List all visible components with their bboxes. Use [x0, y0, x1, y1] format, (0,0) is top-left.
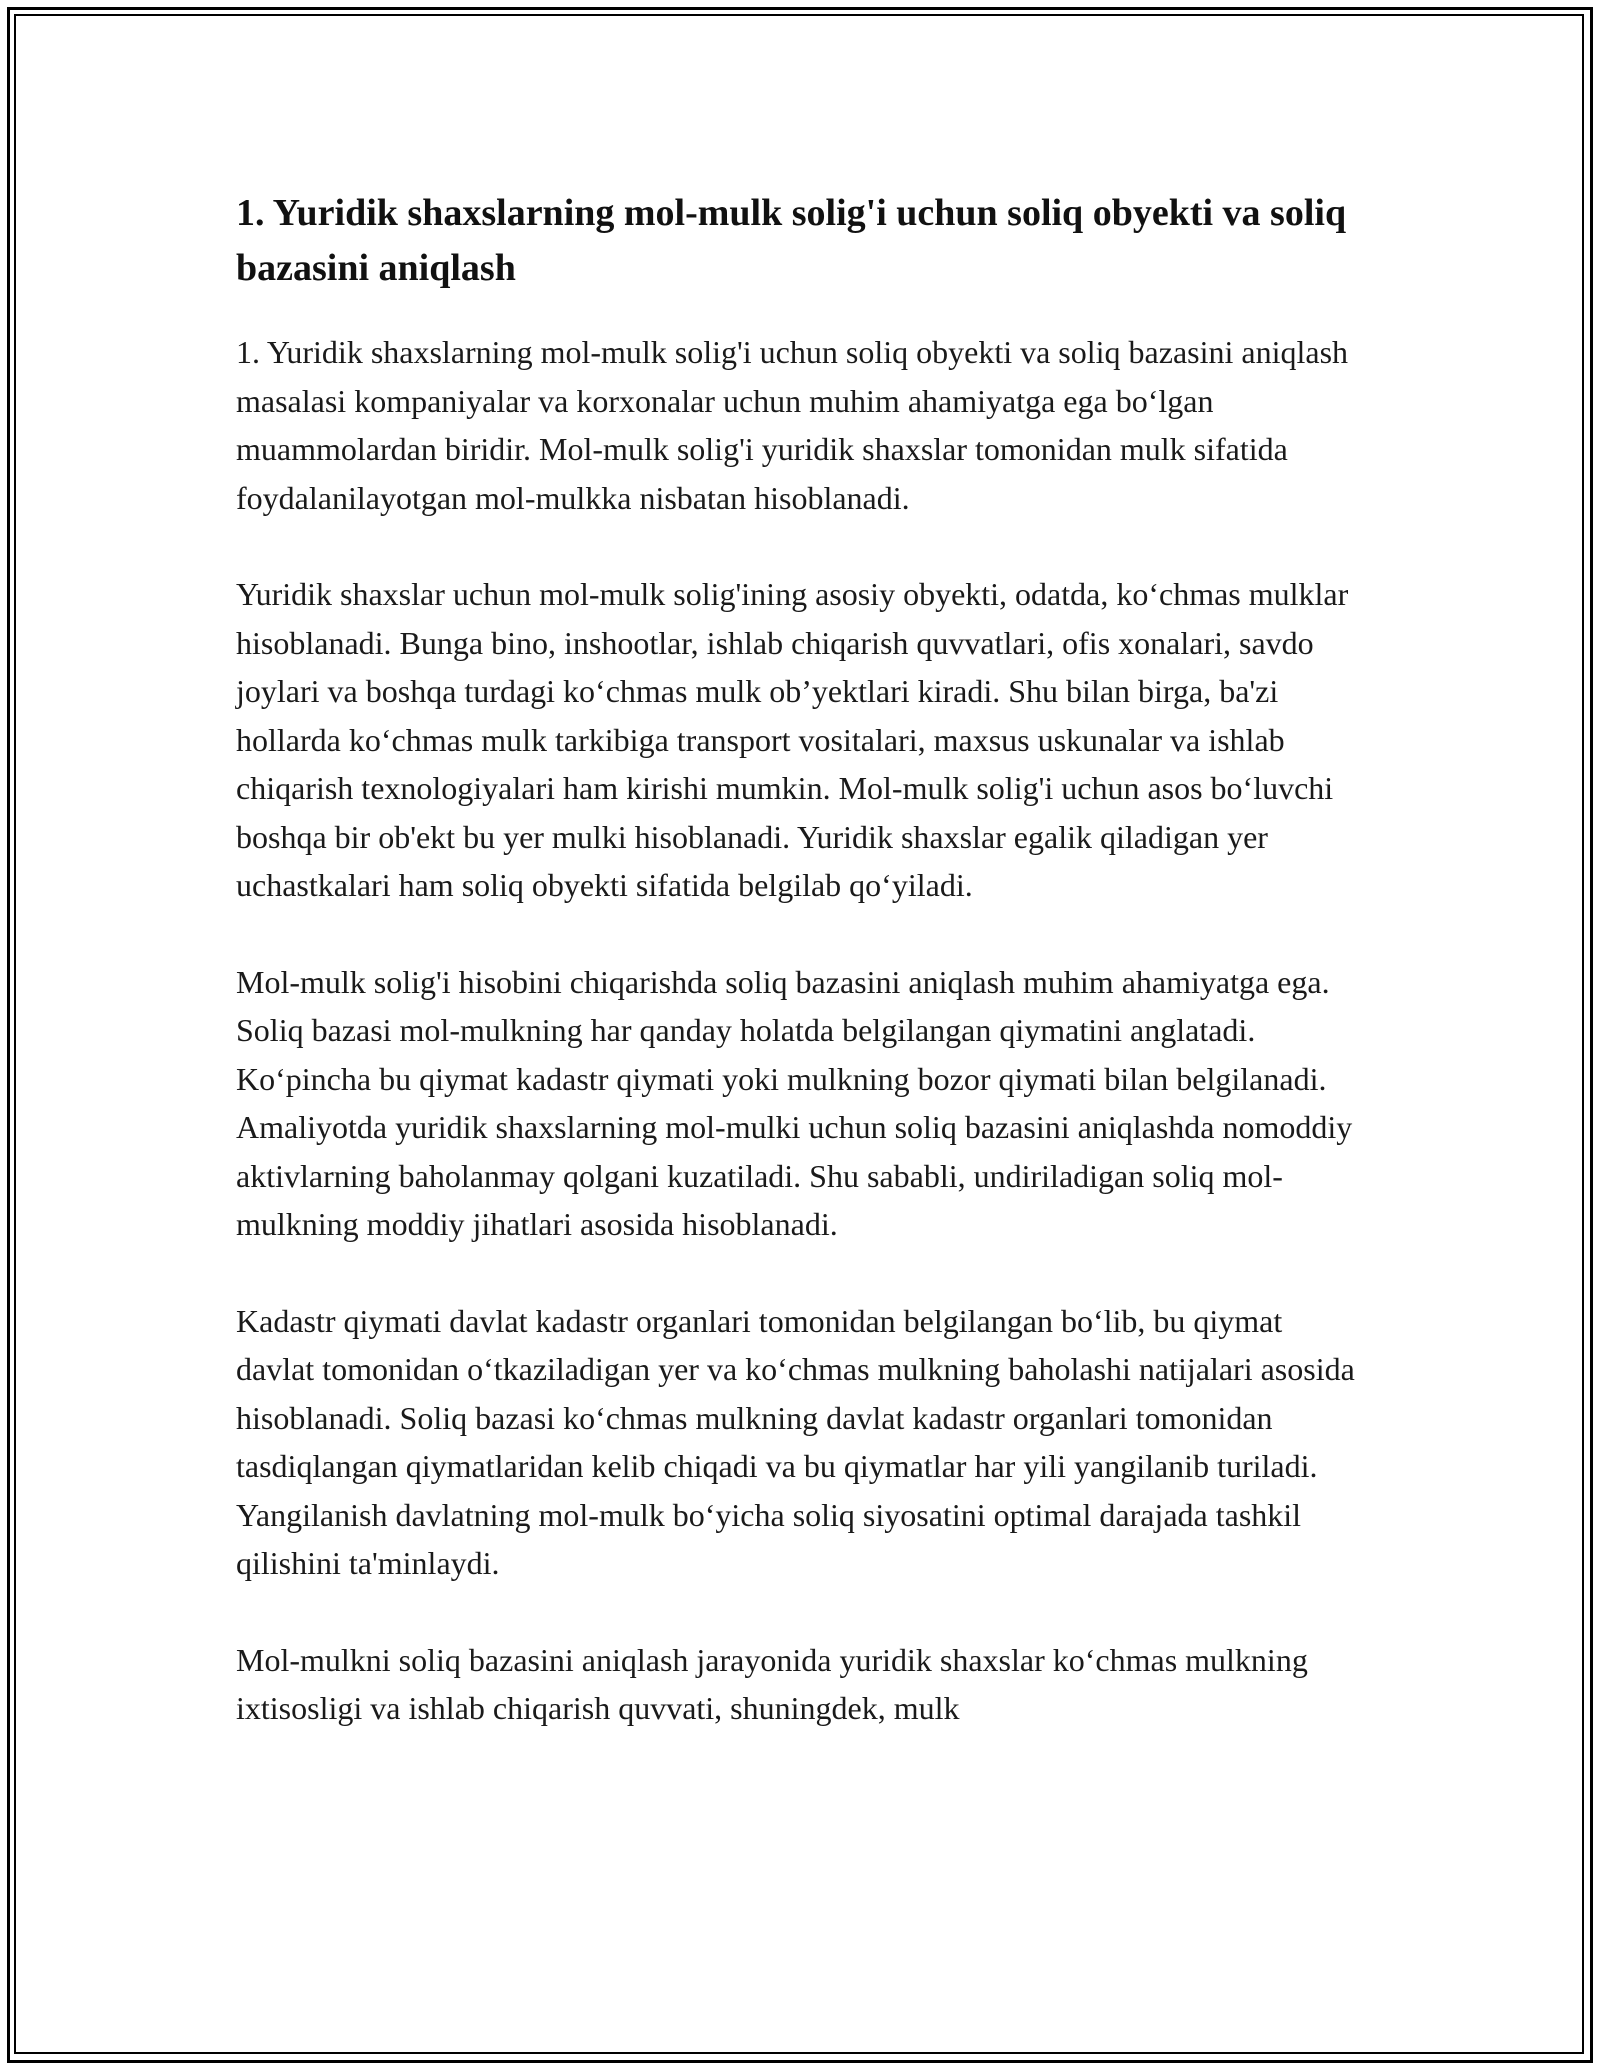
paragraph-5: Mol-mulkni soliq bazasini aniqlash jarayonida yuridik shaxslar ko‘chmas mulkning ixtisosligi va ishlab chiqarish quvvati, shuningdek, mulk — [236, 1641, 1308, 1726]
paragraph-2: Yuridik shaxslar uchun mol-mulk solig'ining asosiy obyekti, odatda, ko‘chmas mulklar hisoblanadi. Bunga bino, inshootlar, ishlab chiqarish quvvatlari, ofis xonalari, savdo joylari va boshqa turdagi ko‘chmas mulk ob’yektlari kiradi. Shu bilan birga, ba'zi hollarda ko‘chmas mulk tarkibiga transport vositalari, maxsus uskunalar va ishlab chiqarish texnologiyalari ham kirishi mumkin. Mol-mulk solig'i uchun asos bo‘luvchi boshqa bir ob'ekt bu yer mulki hisoblanadi. Yuridik shaxslar egalik qiladigan yer uchastkalari ham soliq obyekti sifatida belgilab qo‘yiladi. — [236, 576, 1349, 903]
paragraph-3: Mol-mulk solig'i hisobini chiqarishda soliq bazasini aniqlash muhim ahamiyatga ega. Soliq bazasi mol-mulkning har qanday holatda belgilangan qiymatini anglatadi. Ko‘pincha bu qiymat kadastr qiymati yoki mulkning bozor qiymati bilan belgilanadi. Amaliyotda yuridik shaxslarning mol-mulki uchun soliq bazasini aniqlashda nomoddiy aktivlarning baholanmay qolgani kuzatiladi. Shu sababli, undiriladigan soliq mol-mulkning moddiy jihatlari asosida hisoblanadi. — [236, 963, 1353, 1242]
document-body — [236, 186, 1366, 1781]
paragraph-4: Kadastr qiymati davlat kadastr organlari tomonidan belgilangan bo‘lib, bu qiymat davlat tomonidan o‘tkaziladigan yer va ko‘chmas mulkning baholashi natijalari asosida hisoblanadi. Soliq bazasi ko‘chmas mulkning davlat kadastr organlari tomonidan tasdiqlangan qiymatlaridan kelib chiqadi va bu qiymatlar har yili yangilanib turiladi. Yangilanish davlatning mol-mulk bo‘yicha soliq siyosatini optimal darajada tashkil qilishini ta'minlaydi. — [236, 1302, 1355, 1581]
section-heading: 1. Yuridik shaxslarning mol-mulk solig'i uchun soliq obyekti va soliq bazasini aniqlash — [236, 192, 1347, 289]
paragraph-1: 1. Yuridik shaxslarning mol-mulk solig'i uchun soliq obyekti va soliq bazasini aniqlash masalasi kompaniyalar va korxonalar uchun muhim ahamiyatga ega bo‘lgan muammolardan biridir. Mol-mulk solig'i yuridik shaxslar tomonidan mulk sifatida foydalanilayotgan mol-mulkka nisbatan hisoblanadi. — [236, 334, 1349, 516]
